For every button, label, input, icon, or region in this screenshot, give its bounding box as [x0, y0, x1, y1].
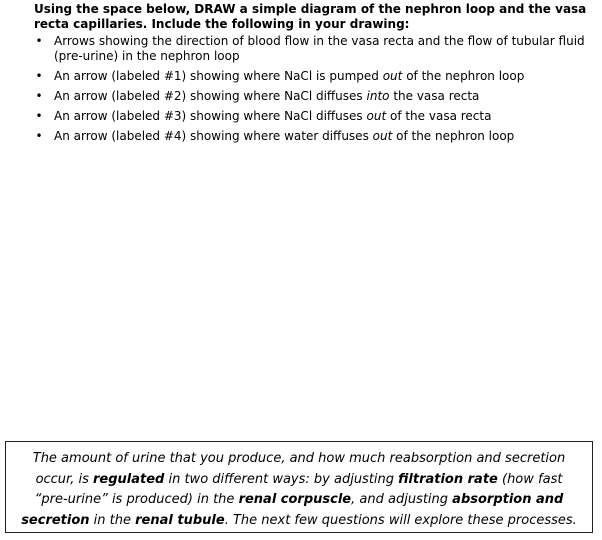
list-item-text: of the nephron loop: [392, 129, 515, 143]
bullet-icon: •: [35, 89, 43, 103]
list-item: [34, 129, 594, 144]
emphasized-term: renal tubule: [135, 512, 225, 528]
emphasized-term: regulated: [92, 471, 165, 487]
info-text: The amount of urine that you produce, and how much reabsorption and secretion occur, is: [32, 451, 566, 487]
list-item-text: An arrow (labeled #4) showing where water diffuses: [54, 129, 373, 143]
bullet-icon: •: [35, 34, 43, 48]
requirements-list: [34, 34, 594, 144]
instructions-heading: Using the space below, DRAW a simple diagram of the nephron loop and the vasa recta capillaries. Include the following in your drawing:: [34, 2, 587, 31]
list-item-text: into: [366, 89, 390, 103]
emphasized-term: renal corpuscle: [238, 492, 352, 507]
list-item-text: Arrows showing the direction of blood flow in the vasa recta and the flow of tubular fluid (pre-urine) in the nephron loop: [54, 34, 585, 63]
bullet-icon: •: [35, 69, 43, 83]
info-text: , and adjusting: [351, 492, 453, 507]
list-item-text: of the nephron loop: [402, 69, 525, 83]
info-box: [5, 441, 593, 533]
info-text: in the: [89, 512, 136, 528]
list-item: [34, 34, 594, 64]
list-item-text: out: [366, 109, 387, 123]
bullet-icon: •: [35, 109, 43, 123]
bullet-icon: •: [35, 129, 43, 143]
list-item: [34, 109, 594, 124]
emphasized-term: filtration rate: [398, 471, 498, 487]
list-item-text: An arrow (labeled #1) showing where NaCl is pumped: [54, 69, 383, 83]
list-item: [34, 69, 594, 84]
info-text: in two different ways: by adjusting: [164, 471, 399, 487]
list-item: [34, 89, 594, 104]
list-item-text: out: [382, 69, 403, 83]
list-item-text: An arrow (labeled #3) showing where NaCl diffuses: [54, 109, 367, 123]
info-text: (how fast “pre-urine” is produced) in the: [34, 471, 563, 507]
list-item-text: An arrow (labeled #2) showing where NaCl diffuses: [54, 89, 367, 103]
list-item-text: of the vasa recta: [386, 109, 492, 123]
list-item-text: out: [372, 129, 393, 143]
emphasized-term: absorption and secretion: [21, 492, 564, 528]
list-item-text: the vasa recta: [389, 89, 480, 103]
drawing-area[interactable]: [34, 150, 594, 430]
instructions-section: [34, 2, 594, 149]
info-text: . The next few questions will explore these processes.: [224, 512, 577, 528]
